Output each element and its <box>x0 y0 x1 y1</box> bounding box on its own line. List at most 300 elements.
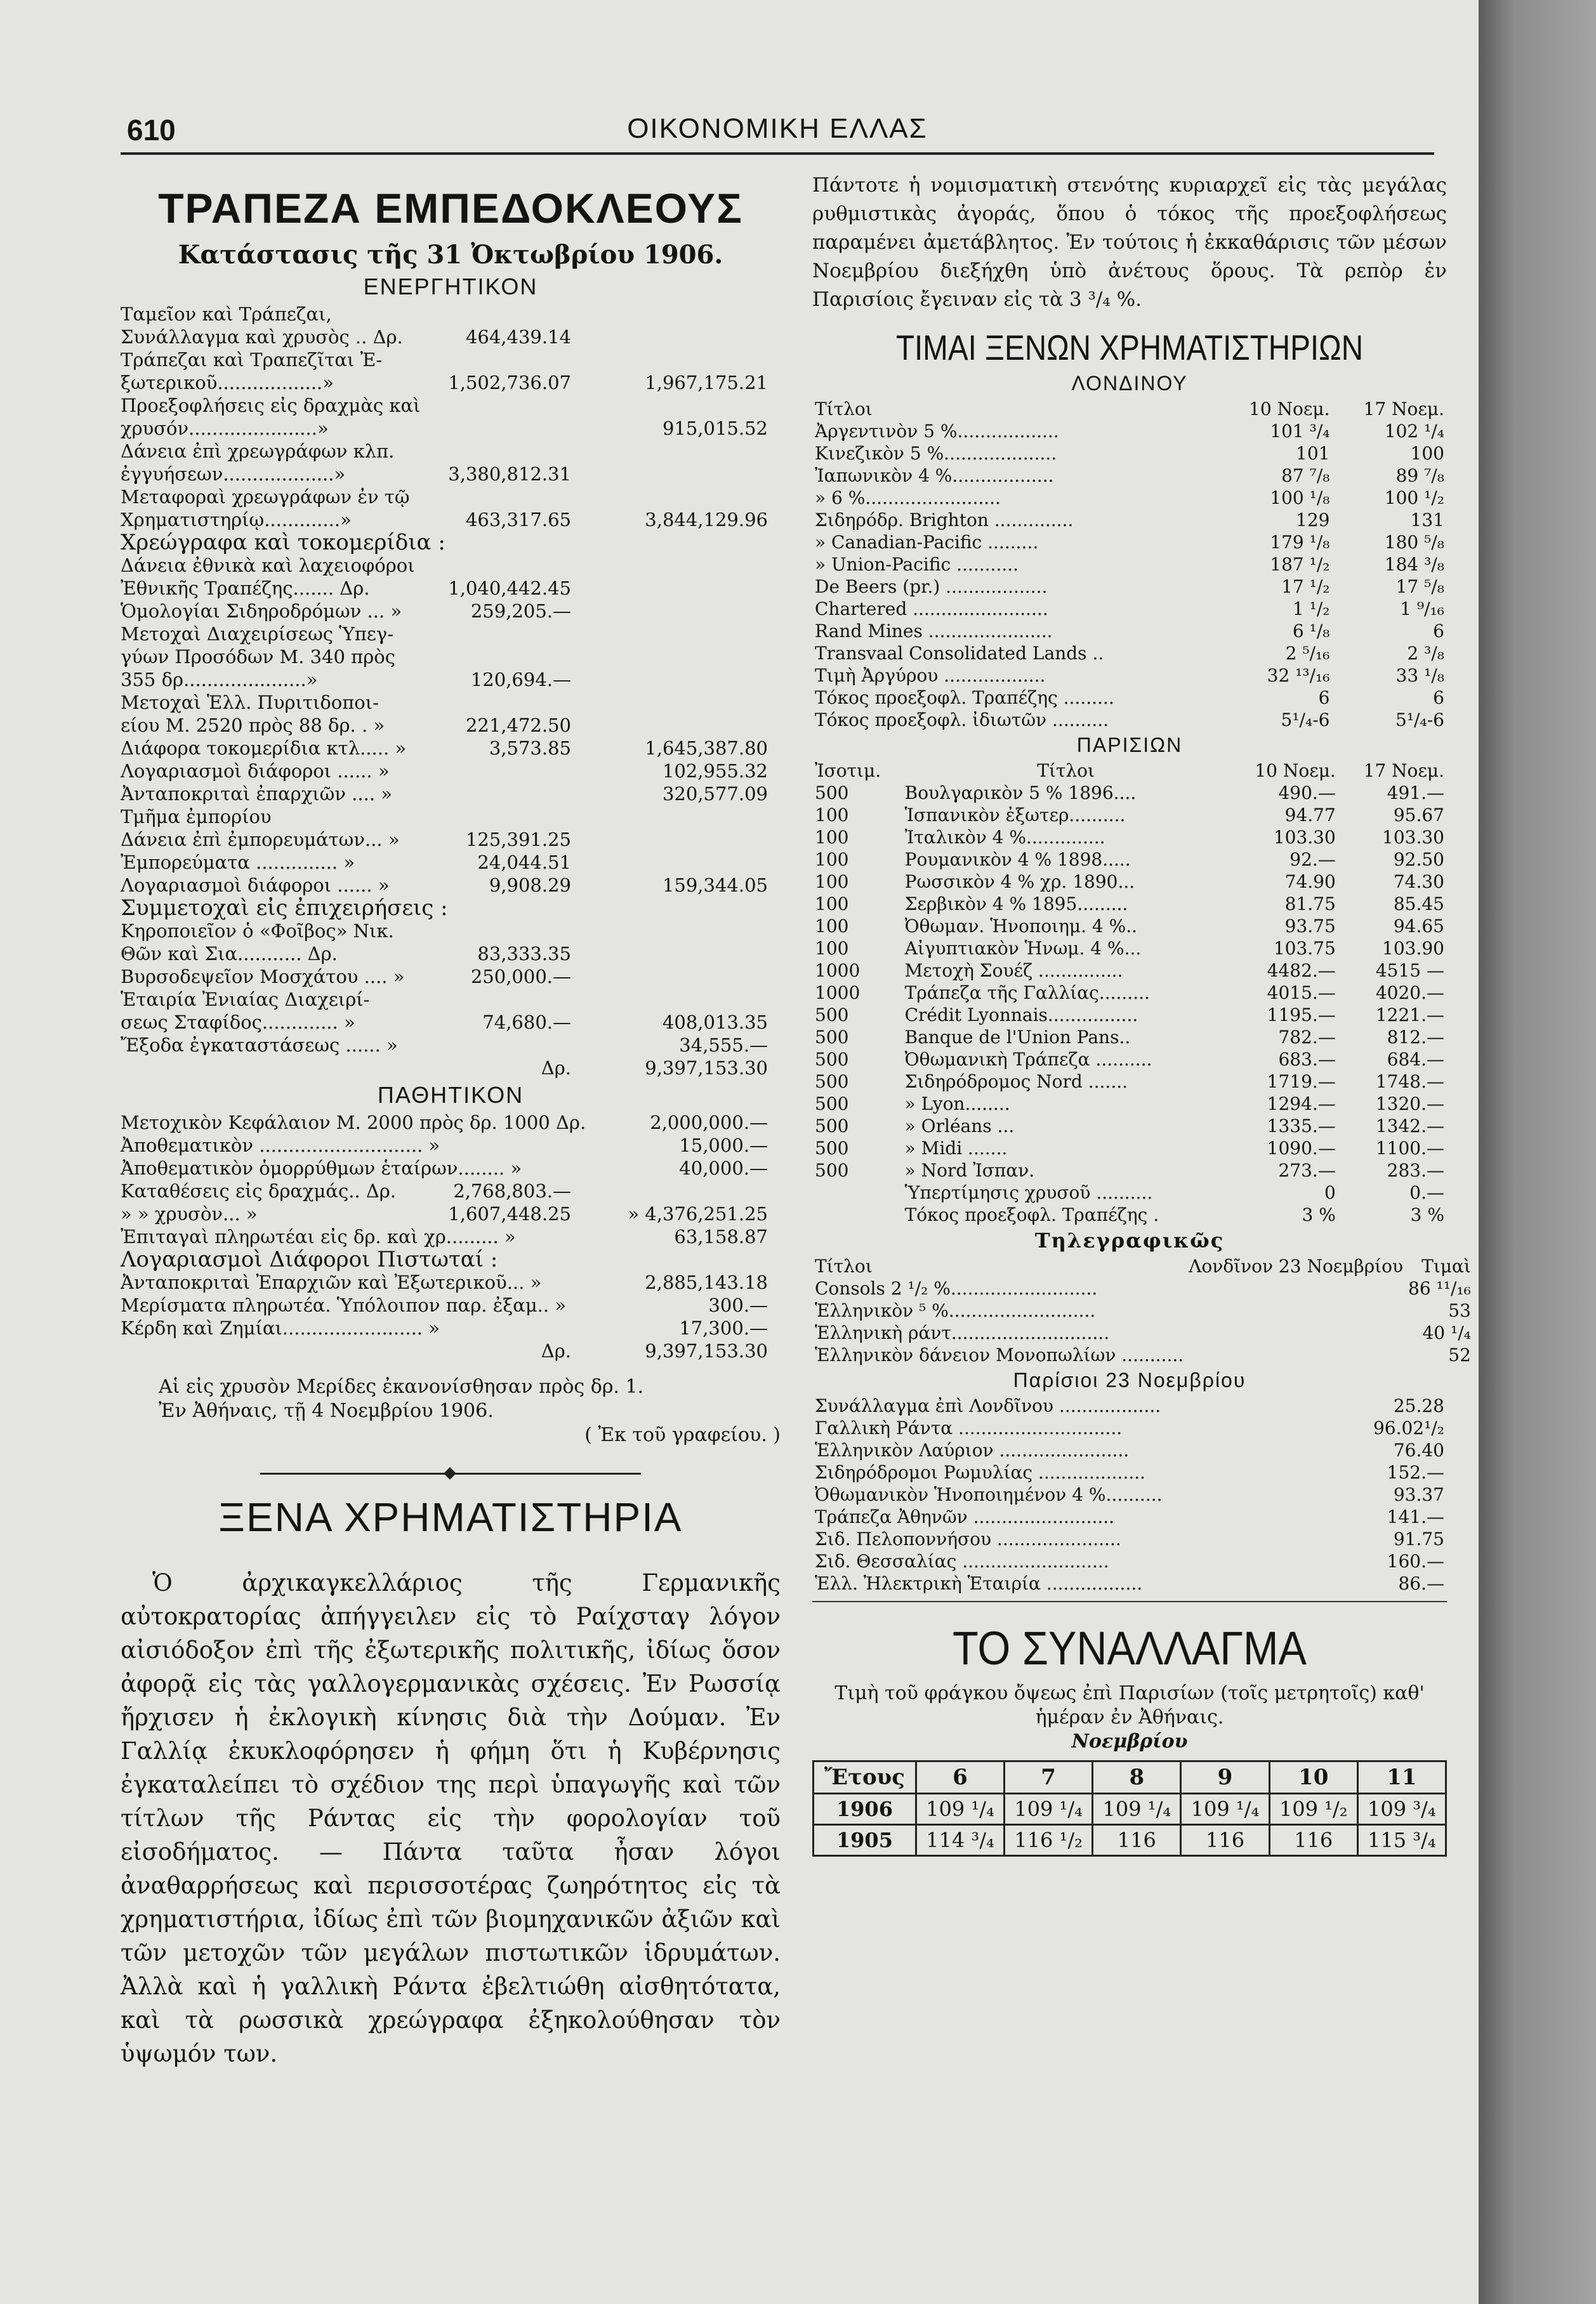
exchange-value: 109 ¹/₄ <box>1181 1794 1269 1825</box>
assets-label: είου Μ. 2520 πρὸς 88 δρ. . » <box>121 714 385 736</box>
liabilities-total: 300.— <box>708 1294 768 1316</box>
london-row-cell: Rand Mines ...................... <box>815 621 1053 642</box>
liabilities-line <box>121 1202 781 1225</box>
exchange-value: 116 <box>1093 1825 1181 1856</box>
paris-row-cell: Αἰγυπτιακὸν Ἡνωμ. 4 %... <box>904 938 1142 959</box>
tele-paris-row <box>812 1506 1447 1528</box>
liabilities-label: Μετοχικὸν Κεφάλαιον Μ. 2000 πρὸς δρ. 1000 Δρ. <box>121 1112 586 1133</box>
paris-row-cell: 1320.— <box>1375 1093 1444 1114</box>
london-row-cell: Σιδηρόδρ. Brighton .............. <box>815 510 1074 530</box>
paris-row-cell: Crédit Lyonnais................ <box>904 1004 1138 1025</box>
exchange-table <box>812 1760 1447 1857</box>
tele-row-cell: 52 <box>1448 1345 1471 1366</box>
paris-row-cell: Ρωσσικὸν 4 % χρ. 1890... <box>904 871 1135 892</box>
paris-row <box>812 959 1447 982</box>
exchange-col-header: 6 <box>916 1761 1004 1794</box>
right-column <box>812 171 1471 1857</box>
paris-row-cell: 500 <box>815 1004 849 1025</box>
paris-row <box>812 1070 1447 1093</box>
paris-row <box>812 848 1447 871</box>
paris-row-cell: » Midi ....... <box>904 1138 1008 1159</box>
tele-paris-row <box>812 1417 1447 1439</box>
london-row-cell: 2 ⁵/₁₆ <box>1285 643 1330 664</box>
assets-subtotal: 74,680.— <box>482 1011 571 1033</box>
telegraph-paris-heading: Παρίσιοι 23 Νοεμβρίου <box>1013 1369 1246 1392</box>
london-row-cell: 33 ¹/₈ <box>1395 665 1444 686</box>
tele-row-cell: 53 <box>1448 1300 1471 1321</box>
london-row-cell: Chartered ........................ <box>815 598 1048 619</box>
liabilities-label: » » χρυσὸν... » <box>121 1203 258 1225</box>
london-row-cell: 184 ³/₈ <box>1384 554 1444 575</box>
london-row-cell: 102 ¹/₄ <box>1384 421 1444 442</box>
paris-row-cell: 500 <box>815 1049 849 1070</box>
london-row <box>812 553 1447 576</box>
assets-label: Μεταφοραὶ χρεωγράφων ἐν τῷ <box>121 486 410 508</box>
assets-subtotal: Δρ. <box>541 1057 571 1079</box>
assets-label: Ἀνταποκριταὶ ἐπαρχιῶν .... » <box>121 783 393 805</box>
assets-subtotal: 259,205.— <box>470 600 571 622</box>
assets-subtotal: 1,040,442.45 <box>448 577 571 599</box>
paris-row <box>812 915 1447 937</box>
telegraph-heading: Τηλεγραφικῶς <box>1034 1228 1225 1253</box>
liabilities-subtotal: 1,607,448.25 <box>448 1203 571 1225</box>
paris-row <box>812 826 1447 848</box>
tele-paris-row-cell: 25.28 <box>1393 1395 1444 1416</box>
tele-row-cell: Ἑλληνικὸν δάνειον Μονοπωλίων ........... <box>815 1345 1184 1366</box>
paris-row-cell: 812.— <box>1387 1027 1444 1048</box>
assets-label: Βυρσοδεψεῖον Μοσχάτου .... » <box>121 966 405 987</box>
paris-row-cell: 3 % <box>1302 1204 1336 1225</box>
paris-row-cell: 500 <box>815 782 849 803</box>
london-row-cell: 179 ¹/₈ <box>1270 532 1330 553</box>
tele-row-cell <box>1186 1300 1406 1322</box>
paris-row-cell <box>812 1182 902 1204</box>
assets-heading: ΕΝΕΡΓΗΤΙΚΟΝ <box>363 273 538 300</box>
header-rule <box>121 152 1434 155</box>
london-row-cell: 101 ³/₄ <box>1270 421 1330 442</box>
exchange-value: 116 <box>1269 1825 1357 1856</box>
exchange-value: 109 ¹/₂ <box>1269 1794 1357 1825</box>
paris-row-cell: 94.65 <box>1393 916 1444 937</box>
assets-subtotal: 9,908.29 <box>489 874 571 896</box>
running-title: ΟΙΚΟΝΟΜΙΚΗ ΕΛΛΑΣ <box>627 113 928 144</box>
paris-row-cell: Ὑπερτίμησις χρυσοῦ .......... <box>904 1182 1153 1203</box>
paris-row-cell: 100 <box>815 871 849 892</box>
assets-subtotal: 120,694.— <box>470 669 571 690</box>
paris-row <box>812 1182 1447 1204</box>
liabilities-label: Καταθέσεις εἰς δραχμάς.. Δρ. <box>121 1180 397 1202</box>
paris-row <box>812 937 1447 959</box>
paris-row <box>812 1048 1447 1070</box>
exchange-col-header: 8 <box>1093 1761 1181 1794</box>
paris-row-cell: 500 <box>815 1093 849 1114</box>
tele-paris-row <box>812 1528 1447 1550</box>
assets-line <box>121 942 781 965</box>
assets-subtotal: 464,439.14 <box>465 326 571 348</box>
assets-subtotal: 221,472.50 <box>465 714 571 736</box>
london-row-cell: 1 ⁹/₁₆ <box>1400 598 1444 619</box>
exchange-value: 109 ¹/₄ <box>916 1794 1004 1825</box>
exchange-year: 1906 <box>814 1794 916 1825</box>
london-row-cell: 131 <box>1410 510 1444 530</box>
paris-row-cell: 103.30 <box>1273 827 1336 848</box>
london-row-cell: 6 <box>1433 621 1444 642</box>
telegraph-paris-table <box>812 1395 1447 1595</box>
paris-row-cell: 85.45 <box>1393 893 1444 914</box>
paris-row <box>812 1204 1447 1226</box>
paris-row-cell: 103.75 <box>1273 938 1336 959</box>
intro-paragraph: Πάντοτε ἡ νομισματικὴ στενότης κυριαρχεῖ εἰς τὰς μεγάλας ρυθμιστικὰς ἀγοράς, ὅπου ὁ τόκος τῆς προεξοφλήσεως παραμένει ἀμετάβλητος. Ἐν τούτοις ἡ ἐκκαθάρισις τῶν μέσων Νοεμβρίου διεξήχθη ὑπὸ ἀνέτους ὅρους. Τὰ ρεπὸρ ἐν Παρισίοις ἔγειναν εἰς τὰ 3 ³/₄ %. <box>812 174 1447 311</box>
bank-note: Αἱ εἰς χρυσὸν Μερίδες ἐκανονίσθησαν πρὸς δρ. 1. <box>159 1376 644 1398</box>
paris-row-cell: 1000 <box>815 960 861 981</box>
paris-row-cell: 684.— <box>1387 1049 1444 1070</box>
paris-row <box>812 893 1447 915</box>
assets-line <box>121 577 781 600</box>
assets-line <box>121 303 781 326</box>
tele-paris-row-cell: Τράπεζα Ἀθηνῶν ......................... <box>815 1506 1115 1527</box>
assets-subtotal: 24,044.51 <box>477 852 571 873</box>
london-row-cell: 32 ¹³/₁₆ <box>1267 665 1330 686</box>
exchange-row <box>814 1794 1446 1825</box>
assets-line <box>121 851 781 874</box>
foreign-title: ΞΕΝΑ ΧΡΗΜΑΤΙΣΤΗΡΙΑ <box>218 1494 683 1540</box>
paris-row-cell: » Orléans ... <box>904 1116 1015 1136</box>
london-row-cell: 17 ¹/₂ <box>1281 576 1330 597</box>
paris-row-cell: 1748.— <box>1375 1071 1444 1092</box>
paris-row-cell: 500 <box>815 1027 849 1048</box>
tele-paris-row-cell: Ἑλληνικὸν Λαύριον ....................... <box>815 1440 1130 1461</box>
section-separator <box>260 1473 641 1475</box>
london-heading: ΛΟΝΔΙΝΟΥ <box>1071 372 1188 395</box>
exchange-year: 1905 <box>814 1825 916 1856</box>
assets-subtotal: 125,391.25 <box>465 829 571 850</box>
tele-paris-row <box>812 1550 1447 1572</box>
tele-row-cell <box>1186 1277 1406 1300</box>
assets-line <box>121 668 781 691</box>
paris-row-cell: Ὀθωμαν. Ἡνοποιημ. 4 %.. <box>904 916 1137 937</box>
london-row-cell: Τόκος προεξοφλ. Τραπέζης ......... <box>815 687 1114 708</box>
assets-label: χρυσόν......................» <box>121 418 329 439</box>
tele-paris-row-cell: Συνάλλαγμα ἐπὶ Λονδῖνου .................. <box>815 1395 1161 1416</box>
liabilities-line <box>121 1111 781 1134</box>
paris-row-cell: » Nord Ἰσπαν. <box>904 1160 1035 1181</box>
paris-row-cell: » Lyon........ <box>904 1093 1010 1114</box>
exchange-month: Νοεμβρίου <box>1071 1730 1188 1753</box>
london-col-date2: 17 Νοεμ. <box>1363 398 1444 419</box>
liabilities-line <box>121 1180 781 1202</box>
london-row-cell: 6 <box>1433 687 1444 708</box>
liabilities-label: Ἀποθεματικὸν ............................ » <box>121 1135 440 1156</box>
paris-row-cell: 500 <box>815 1160 849 1181</box>
paris-heading: ΠΑΡΙΣΙΩΝ <box>1076 734 1183 756</box>
assets-label: 355 δρ.....................» <box>121 669 318 690</box>
london-row-cell: 100 <box>1410 443 1444 464</box>
assets-subtotal: 83,333.35 <box>477 943 571 964</box>
liabilities-total: 40,000.— <box>679 1157 768 1179</box>
assets-line <box>121 737 781 760</box>
assets-label: Ἐμπορεύματα .............. » <box>121 852 355 873</box>
assets-total: 1,645,387.80 <box>645 737 768 759</box>
assets-label: ἐγγυήσεων...................» <box>121 463 346 485</box>
exchange-col-header: 9 <box>1181 1761 1269 1794</box>
exchange-value: 109 ¹/₄ <box>1093 1794 1181 1825</box>
paris-row-cell: 273.— <box>1278 1160 1336 1181</box>
assets-label: Θῶν καὶ Σια........... Δρ. <box>121 943 338 964</box>
assets-line <box>121 919 781 942</box>
assets-label: Δάνεια ἐπὶ ἐμπορευμάτων... » <box>121 829 400 850</box>
paris-row <box>812 1137 1447 1159</box>
tele-paris-row-cell: Ἑλλ. Ἠλεκτρικὴ Ἑταιρία ................. <box>815 1573 1143 1594</box>
assets-label: Ἔξοδα ἐγκαταστάσεως ...... » <box>121 1034 398 1056</box>
exchange-value: 116 <box>1181 1825 1269 1856</box>
tele-paris-row <box>812 1395 1447 1417</box>
bank-note: Ἐν Ἀθήναις, τῇ 4 Νοεμβρίου 1906. <box>159 1400 494 1422</box>
london-row-cell: 129 <box>1296 510 1330 530</box>
foreign-paragraph: Ὁ ἀρχικαγκελλάριος τῆς Γερμανικῆς αὐτοκρατορίας ἀπήγγειλεν εἰς τὸ Ραίχσταγ λόγον αἰσιόδοξον ἐπὶ τῆς ἐξωτερικῆς πολιτικῆς, ἰδίως ὅσον ἀφορᾷ εἰς τὰς γαλλογερμανικὰς σχέσεις. Ἐν Ρωσσίᾳ ἤρχισεν ἡ ἐκλογικὴ κίνησις διὰ τὴν Δούμαν. Ἐν Γαλλίᾳ ἐκυκλοφόρησεν ἡ φήμη ὅτι ἡ Κυβέρνησις ἐγκαταλείπει τὸ σχέδιον της περὶ ὑπαγωγῆς καὶ τῶν τίτλων τῆς Ράντας εἰς τὴν φορολογίαν τοῦ εἰσοδήματος. — Πάντα ταῦτα ἦσαν λόγοι ἀναθαρρήσεως καὶ περισσοτέρας ζωηρότητος εἰς τὰ χρηματιστήρια, ἰδίως ἐπὶ τῶν βιομηχανικῶν ἀξιῶν καὶ τῶν μετοχῶν τῶν μεγάλων πιστωτικῶν ἱδρυμάτων. Ἀλλὰ καὶ ἡ γαλλικὴ Ράντα ἐβελτιώθη αἰσθητότατα, καὶ τὰ ρωσσικὰ χρεώγραφα ἐξηκολούθησαν τὸν ὑψωμόν των. <box>121 1569 781 2067</box>
exchange-col-header: 11 <box>1357 1761 1446 1794</box>
paris-row-cell <box>812 1204 902 1226</box>
assets-list <box>121 303 781 1079</box>
assets-label: Ὁμολογίαι Σιδηροδρόμων ... » <box>121 600 402 622</box>
assets-line <box>121 828 781 851</box>
exchange-value: 109 ³/₄ <box>1357 1794 1446 1825</box>
assets-total: 915,015.52 <box>662 418 768 439</box>
bank-note: ( Ἐκ τοῦ γραφείου. ) <box>584 1424 781 1446</box>
assets-label: Δάνεια ἐπὶ χρεωγράφων κλπ. <box>121 440 395 462</box>
assets-line <box>121 554 781 577</box>
paris-row-cell: Ὀθωμανικὴ Τράπεζα .......... <box>904 1049 1152 1070</box>
assets-subtotal: 1,502,736.07 <box>448 372 571 393</box>
london-row-cell: 180 ⁵/₈ <box>1384 532 1444 553</box>
liabilities-total: 2,885,143.18 <box>645 1272 768 1293</box>
paris-row-cell: Ἰταλικὸν 4 %.............. <box>904 827 1105 848</box>
liabilities-total: 9,397,153.30 <box>645 1340 768 1362</box>
paris-row-cell: 491.— <box>1387 782 1444 803</box>
assets-line <box>121 988 781 1011</box>
tele-row-cell: Consols 2 ¹/₂ %.......................... <box>815 1278 1098 1299</box>
separator-line <box>812 1601 1447 1602</box>
tele-paris-row-cell: 96.02¹/₂ <box>1373 1418 1444 1438</box>
tele-row <box>812 1344 1474 1366</box>
paris-row-cell: Banque de l'Union Pans.. <box>904 1027 1131 1048</box>
paris-row-cell: 4482.— <box>1267 960 1336 981</box>
assets-label: Ταμεῖον καὶ Τράπεζαι, <box>121 303 332 325</box>
london-row-cell: Transvaal Consolidated Lands .. <box>815 643 1104 664</box>
exchange-value: 114 ³/₄ <box>916 1825 1004 1856</box>
paris-row-cell: 74.30 <box>1393 871 1444 892</box>
london-row <box>812 531 1447 553</box>
tele-paris-row-cell: Σιδ. Πελοποννήσου ...................... <box>815 1529 1121 1550</box>
assets-label: Χρηματιστηρίῳ.............» <box>121 509 352 530</box>
paris-row <box>812 804 1447 826</box>
assets-line <box>121 440 781 463</box>
exchange-value: 116 ¹/₂ <box>1005 1825 1093 1856</box>
assets-label: Τράπεζαι καὶ Τραπεζῖται Ἐ- <box>121 349 383 371</box>
paris-row-cell: 1000 <box>815 982 861 1003</box>
london-row-cell: 101 <box>1296 443 1330 464</box>
paris-row <box>812 871 1447 893</box>
london-row-cell: 6 <box>1318 687 1330 708</box>
liabilities-total: 15,000.— <box>679 1135 768 1156</box>
paris-row-cell: Τράπεζα τῆς Γαλλίας......... <box>904 982 1150 1003</box>
exchange-col-header: 7 <box>1005 1761 1093 1794</box>
london-row-cell: Τόκος προεξοφλ. ἰδιωτῶν .......... <box>815 709 1109 730</box>
assets-total: 159,344.05 <box>662 874 768 896</box>
assets-line <box>121 417 781 440</box>
paris-row-cell: Σιδηρόδρομος Nord ....... <box>904 1071 1128 1092</box>
london-row <box>812 420 1447 442</box>
exchange-col-header: 10 <box>1269 1761 1357 1794</box>
london-row-cell: 5¹/₄-6 <box>1395 709 1444 730</box>
assets-label: Δάνεια ἐθνικὰ καὶ λαχειοφόροι <box>121 555 415 576</box>
assets-subtotal: 250,000.— <box>470 966 571 987</box>
paris-col-par: Ἰσοτιμ. <box>815 760 881 781</box>
tele-row-cell <box>1186 1344 1406 1366</box>
assets-line <box>121 874 781 897</box>
london-row <box>812 687 1447 709</box>
assets-label: Συμμετοχαὶ εἰς ἐπιχειρήσεις : <box>121 895 448 921</box>
assets-total: 1,967,175.21 <box>645 372 768 393</box>
exchange-value: 109 ¹/₄ <box>1005 1794 1093 1825</box>
assets-label: σεως Σταφίδος............. » <box>121 1011 355 1033</box>
paris-row-cell: 1195.— <box>1267 1004 1336 1025</box>
paris-row-cell: 1294.— <box>1267 1093 1336 1114</box>
paris-row-cell: Βουλγαρικὸν 5 % 1896.... <box>904 782 1137 803</box>
telegraph-london-table <box>812 1255 1474 1366</box>
tele-paris-row-cell: 93.37 <box>1393 1484 1444 1505</box>
tele-paris-row-cell: 152.— <box>1387 1462 1444 1483</box>
london-row <box>812 664 1447 687</box>
paris-row-cell: 92.— <box>1289 849 1336 870</box>
paris-row-cell: 283.— <box>1387 1160 1444 1181</box>
assets-line <box>121 691 781 714</box>
paris-row-cell: 1342.— <box>1375 1116 1444 1136</box>
assets-line <box>121 348 781 371</box>
paris-row <box>812 782 1447 804</box>
london-row-cell: 1 ¹/₂ <box>1292 598 1330 619</box>
london-row-cell: De Beers (pr.) .................. <box>815 576 1048 597</box>
tele-row-cell: 86 ¹¹/₁₆ <box>1408 1278 1471 1299</box>
paris-row-cell: 74.90 <box>1284 871 1336 892</box>
assets-label: Ἐθνικῆς Τραπέζης....... Δρ. <box>121 577 370 599</box>
paris-row-cell: 81.75 <box>1284 893 1336 914</box>
paris-row-cell: 1090.— <box>1267 1138 1336 1159</box>
london-row <box>812 620 1447 642</box>
london-row-cell: 87 ⁷/₈ <box>1281 465 1330 486</box>
london-row-cell: 2 ³/₈ <box>1407 643 1444 664</box>
tele-paris-row-cell: 76.40 <box>1393 1440 1444 1461</box>
prices-title: ΤΙΜΑΙ ΞΕΝΩΝ ΧΡΗΜΑΤΙΣΤΗΡΙΩΝ <box>895 327 1364 367</box>
liabilities-total: » 4,376,251.25 <box>628 1203 768 1225</box>
tele-paris-row-cell: 160.— <box>1387 1551 1444 1572</box>
assets-line <box>121 394 781 417</box>
tele-paris-row-cell: Ὀθωμανικὸν Ἡνοποιημένον 4 %.......... <box>815 1484 1163 1505</box>
assets-line <box>121 371 781 394</box>
paris-row-cell: 1100.— <box>1375 1138 1444 1159</box>
liabilities-line <box>121 1271 781 1294</box>
assets-line <box>121 1034 781 1057</box>
paris-row-cell: 95.67 <box>1393 805 1444 826</box>
liabilities-label: Ἀνταποκριταὶ Ἐπαρχιῶν καὶ Ἐξωτερικοῦ... » <box>121 1272 542 1293</box>
assets-line <box>121 622 781 645</box>
london-row <box>812 709 1447 731</box>
exchange-value: 115 ³/₄ <box>1357 1825 1446 1856</box>
paris-row-cell: 103.90 <box>1382 938 1444 959</box>
paris-row <box>812 1115 1447 1137</box>
assets-line <box>121 485 781 508</box>
paris-row-cell: 100 <box>815 893 849 914</box>
assets-subtotal: 3,380,812.31 <box>448 463 571 485</box>
tele-row <box>812 1322 1474 1344</box>
assets-line <box>121 760 781 782</box>
paris-row-cell: 500 <box>815 1116 849 1136</box>
london-row <box>812 464 1447 487</box>
london-row-cell: 100 ¹/₂ <box>1384 487 1444 508</box>
assets-line <box>121 782 781 805</box>
assets-line <box>121 508 781 531</box>
assets-label: Λογαριασμοὶ διάφοροι ...... » <box>121 760 390 782</box>
assets-line <box>121 645 781 668</box>
paris-row-cell: 103.30 <box>1382 827 1444 848</box>
liabilities-label: Ἀποθεματικὸν ὁμορρύθμων ἑταίρων........ » <box>121 1157 522 1179</box>
assets-label: Κηροποιεῖον ὁ «Φοῖβος» Νικ. <box>121 920 394 942</box>
paris-row-cell: 782.— <box>1278 1027 1336 1048</box>
london-row-cell: » Union-Pacific ........... <box>815 554 1019 575</box>
london-row-cell: 187 ¹/₂ <box>1270 554 1330 575</box>
assets-label: Τμῆμα ἐμπορίου <box>121 806 272 827</box>
tele-paris-row <box>812 1439 1447 1461</box>
assets-line <box>121 897 781 919</box>
assets-label: Λογαριασμοὶ διάφοροι ...... » <box>121 874 390 896</box>
liabilities-label: Μερίσματα πληρωτέα. Ὑπόλοιπον παρ. ἐξαμ.. » <box>121 1294 567 1316</box>
assets-line <box>121 1011 781 1034</box>
exchange-subtitle: Τιμὴ τοῦ φράγκου ὄψεως ἐπὶ Παρισίων (τοῖς μετρητοῖς) καθ' ἡμέραν ἐν Ἀθήναις. <box>834 1682 1425 1728</box>
exchange-row <box>814 1825 1446 1856</box>
paris-row-cell: 490.— <box>1278 782 1336 803</box>
liabilities-subtotal: Δρ. <box>541 1340 571 1362</box>
tele-paris-row-cell: Σιδ. Θεσσαλίας .......................... <box>815 1551 1109 1572</box>
tele-col-date: Λονδῖνον 23 Νοεμβρίου <box>1189 1256 1404 1277</box>
liabilities-line <box>121 1157 781 1180</box>
tele-paris-row <box>812 1572 1447 1595</box>
paris-row-cell: 683.— <box>1278 1049 1336 1070</box>
assets-subtotal: 3,573.85 <box>489 737 571 759</box>
left-column <box>121 171 781 2070</box>
assets-total: 320,577.09 <box>662 783 768 805</box>
liabilities-line <box>121 1248 781 1271</box>
paris-row-cell: 1221.— <box>1375 1004 1444 1025</box>
paris-col-date1: 10 Νοεμ. <box>1255 760 1336 781</box>
paris-row <box>812 982 1447 1004</box>
paris-row-cell: 93.75 <box>1284 916 1336 937</box>
paris-row-cell: 4515 — <box>1375 960 1444 981</box>
assets-line <box>121 714 781 737</box>
assets-label: Μετοχαὶ Διαχειρίσεως Ὑπεγ- <box>121 623 394 645</box>
assets-label: Προεξοφλήσεις εἰς δραχμὰς καὶ <box>121 395 421 416</box>
paris-row-cell: 500 <box>815 1138 849 1159</box>
tele-row-cell: Ἑλληνικὸν ⁵ %.......................... <box>815 1300 1096 1321</box>
london-row-cell: 17 ⁵/₈ <box>1395 576 1444 597</box>
assets-line <box>121 463 781 485</box>
liabilities-total: 63,158.87 <box>674 1226 768 1247</box>
liabilities-label: Κέρδη καὶ Ζημίαι........................ » <box>121 1317 440 1339</box>
tele-col-title: Τίτλοι <box>815 1256 873 1277</box>
assets-line <box>121 326 781 348</box>
london-row-cell: Κινεζικὸν 5 %.................... <box>815 443 1057 464</box>
tele-paris-row <box>812 1484 1447 1506</box>
assets-total: 102,955.32 <box>662 760 768 782</box>
assets-label: Ἑταιρία Ἐνιαίας Διαχειρί- <box>121 989 370 1010</box>
